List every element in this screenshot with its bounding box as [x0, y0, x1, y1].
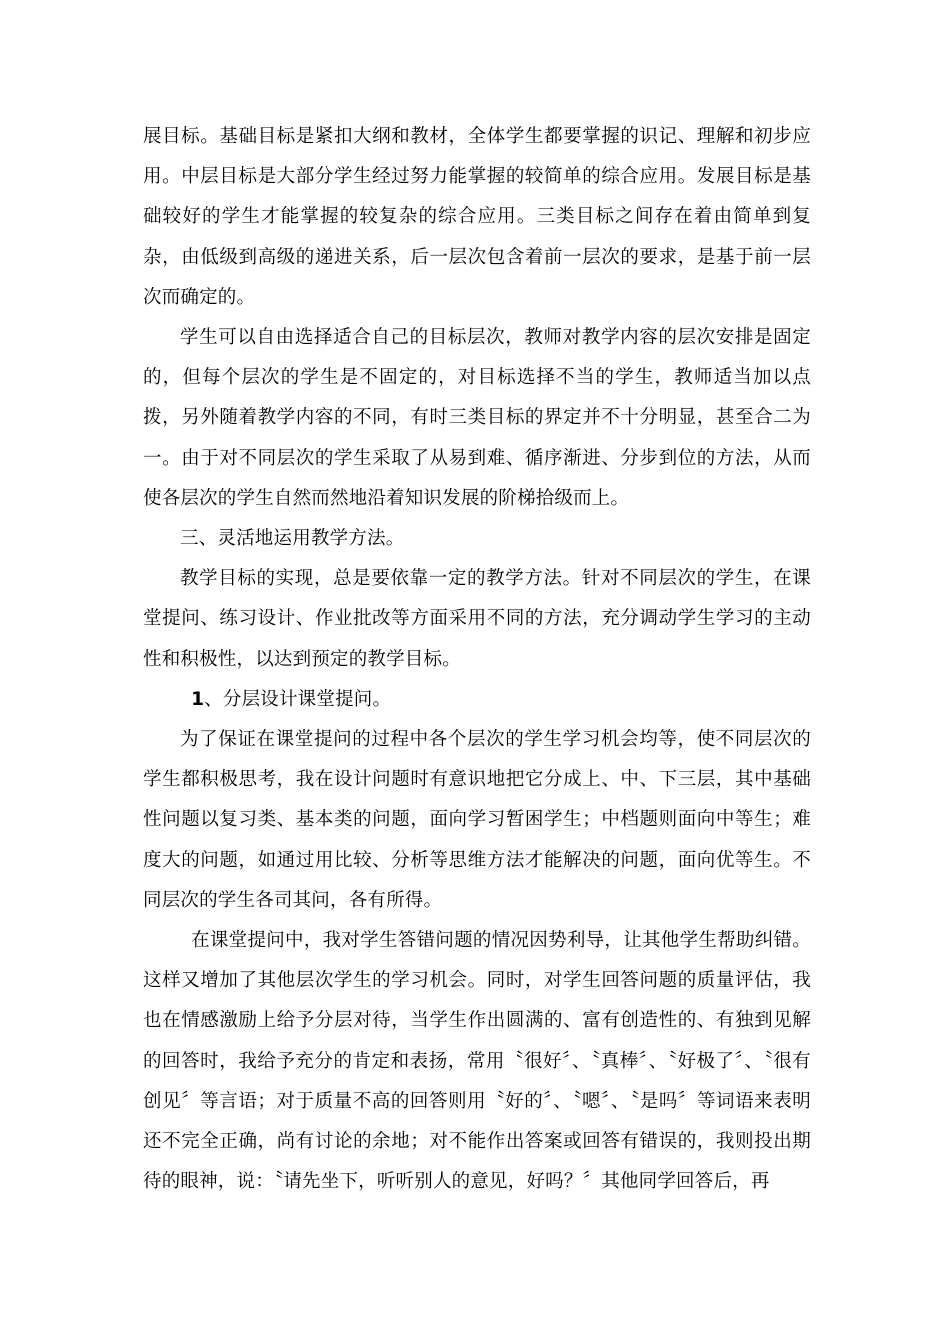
document-body: [143, 117, 811, 1202]
paragraph-answer-feedback: 在课堂提问中，我对学生答错问题的情况因势利导，让其他学生帮助纠错。这样又增加了其他层次学生的学习机会。同时，对学生回答问题的质量评估，我也在情感激励上给予分层对待，当学生作出圆满的、富有创造性的、有独到见解的回答时，我给予充分的肯定和表扬，常用〝很好〞、〝真棒〞、〝好极了〞、〝很有创见〞等言语；对于质量不高的回答则用〝好的〞、〝嗯〞、〝是吗〞等词语来表明还不完全正确，尚有讨论的余地；对不能作出答案或回答有错误的，我则投出期待的眼神，说：〝请先坐下，听听别人的意见，好吗？〞其他同学回答后，再: [143, 930, 811, 1193]
paragraph-teaching-methods: 教学目标的实现，总是要依靠一定的教学方法。针对不同层次的学生，在课堂提问、练习设计、作业批改等方面采用不同的方法，充分调动学生学习的主动性和积极性，以达到预定的教学目标。: [143, 568, 811, 670]
subheading-number: 1: [191, 688, 205, 710]
subheading-text: 、分层设计课堂提问。: [204, 688, 392, 710]
section-heading-teaching-methods: 三、灵活地运用教学方法。: [180, 528, 405, 550]
paragraph-question-design: 为了保证在课堂提问的过程中各个层次的学生学习机会均等，使不同层次的学生都积极思考，我在设计问题时有意识地把它分成上、中、下三层，其中基础性问题以复习类、基本类的问题，面向学习暂困学生；中档题则面向中等生；难度大的问题，如通过用比较、分析等思维方法才能解决的问题，面向优等生。不同层次的学生各司其问，各有所得。: [143, 729, 811, 911]
subheading-layered-questions: [143, 680, 811, 720]
paragraph-student-choice: 学生可以自由选择适合自己的目标层次，教师对教学内容的层次安排是固定的，但每个层次的学生是不固定的，对目标选择不当的学生，教师适当加以点拨，另外随着教学内容的不同，有时三类目标的界定并不十分明显，甚至合二为一。由于对不同层次的学生采取了从易到难、循序渐进、分步到位的方法，从而使各层次的学生自然而然地沿着知识发展的阶梯拾级而上。: [143, 327, 811, 509]
paragraph-goal-levels: 展目标。基础目标是紧扣大纲和教材，全体学生都要掌握的识记、理解和初步应用。中层目标是大部分学生经过努力能掌握的较简单的综合应用。发展目标是基础较好的学生才能掌握的较复杂的综合应用。三类目标之间存在着由简单到复杂，由低级到高级的递进关系，后一层次包含着前一层次的要求，是基于前一层次而确定的。: [143, 126, 811, 308]
